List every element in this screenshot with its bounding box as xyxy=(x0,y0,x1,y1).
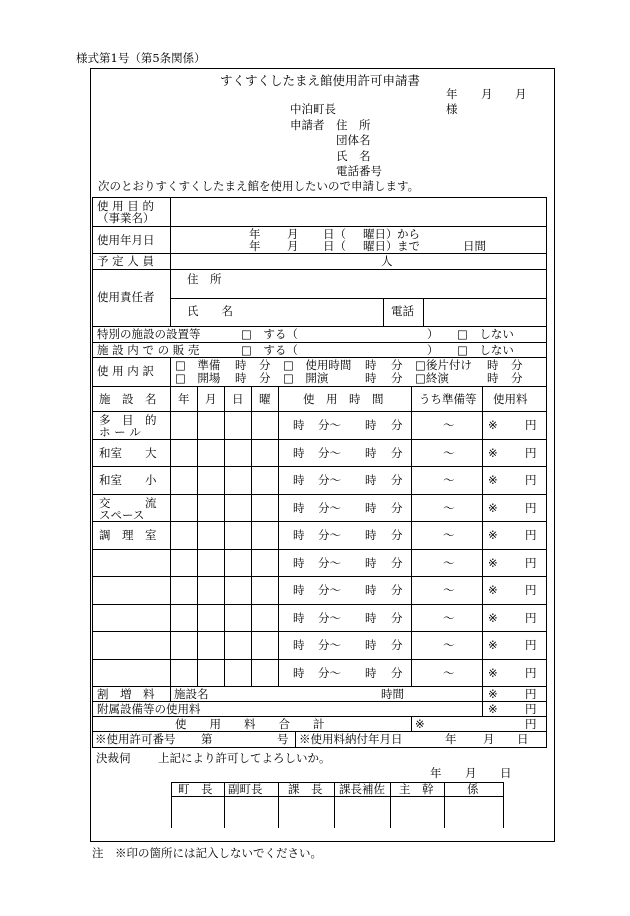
fee-yen: 円 xyxy=(525,583,537,597)
end-hour: 時 xyxy=(365,665,377,680)
footnote: 注 ※印の箇所には記入しないでください。 xyxy=(92,846,322,860)
end-minute: 分 xyxy=(391,418,403,432)
start-checkbox[interactable]: □ 開演 xyxy=(283,371,329,385)
total-row xyxy=(93,717,546,732)
facility-row xyxy=(93,440,546,468)
applicant-group: 団体名 xyxy=(336,133,371,147)
sign-deputy-mayor: 副町長 xyxy=(228,782,263,796)
prep-tilde: ～ xyxy=(443,528,455,542)
start-minute: 分～ xyxy=(318,445,341,460)
equipment-row xyxy=(93,702,546,717)
detail-row xyxy=(93,358,546,387)
permit-go: 号 xyxy=(277,732,289,746)
end-minute: 分 xyxy=(391,500,403,515)
surcharge-row xyxy=(93,687,546,702)
special-label: 特別の施設の設置等 xyxy=(97,327,201,341)
facility-name: 多 目 的 xyxy=(99,413,157,427)
surcharge-yen: 円 xyxy=(525,687,537,701)
prep-tilde: ～ xyxy=(443,500,455,515)
start-hour: 時 xyxy=(293,418,305,432)
cleanup-minute: 分 xyxy=(511,358,523,372)
fee-mark: ※ xyxy=(488,528,498,542)
honorific: 様 xyxy=(446,102,458,116)
sales-label: 施 設 内 で の 販 売 xyxy=(97,343,200,357)
facility-name-line2: ホ ー ル xyxy=(99,425,141,439)
date-row xyxy=(93,227,546,254)
prep-checkbox[interactable]: □ 準備 xyxy=(175,358,221,372)
purpose-label: 使 用 目 的 xyxy=(97,199,154,213)
decision-month: 月 xyxy=(465,766,477,780)
from-label: から xyxy=(397,227,420,241)
form-id: 様式第1号（第5条関係） xyxy=(76,51,206,65)
end-hour: 時 xyxy=(487,371,499,385)
permit-row xyxy=(93,732,546,747)
date-year: 年 xyxy=(446,87,458,101)
sign-section-chief: 課 長 xyxy=(288,782,323,796)
fee-mark: ※ xyxy=(488,610,498,625)
start-minute: 分～ xyxy=(318,555,341,570)
fee-mark: ※ xyxy=(488,445,498,460)
addressee: 中泊町長 xyxy=(290,102,336,116)
prep-tilde: ～ xyxy=(443,418,455,432)
people-row xyxy=(93,254,546,270)
end-hour: 時 xyxy=(365,583,377,597)
total-label: 使 用 料 合 計 xyxy=(175,717,325,731)
end-minute: 分 xyxy=(391,555,403,570)
end-minute: 分 xyxy=(391,610,403,625)
prep-tilde: ～ xyxy=(443,555,455,570)
sign-staff: 係 xyxy=(467,782,479,796)
fee-yen: 円 xyxy=(525,610,537,625)
header-weekday: 曜 xyxy=(259,392,271,406)
signature-table xyxy=(171,782,504,828)
equipment-mark: ※ xyxy=(488,702,498,716)
date-month: 月 xyxy=(481,87,493,101)
facility-row xyxy=(93,522,546,550)
fee-yen: 円 xyxy=(525,418,537,432)
header-time: 使 用 時 間 xyxy=(303,392,384,406)
start-minute: 分～ xyxy=(318,665,341,680)
start-minute: 分～ xyxy=(318,638,341,652)
decision-day: 日 xyxy=(500,766,512,780)
fee-mark: ※ xyxy=(488,638,498,652)
from-year: 年 xyxy=(249,227,261,241)
paid-date-label: ※使用料納付年月日 xyxy=(299,732,403,746)
facility-row xyxy=(93,412,546,440)
end-minute: 分 xyxy=(391,528,403,542)
start-minute: 分～ xyxy=(318,500,341,515)
facility-row xyxy=(93,605,546,633)
end-hour: 時 xyxy=(365,473,377,487)
end-hour: 時 xyxy=(365,610,377,625)
sales-no-checkbox[interactable]: □ しない xyxy=(457,343,514,357)
end-hour: 時 xyxy=(365,528,377,542)
start-hour: 時 xyxy=(293,500,305,515)
detail-label: 使 用 内 訳 xyxy=(97,364,154,378)
header-facility: 施 設 名 xyxy=(99,392,157,406)
fee-mark: ※ xyxy=(488,665,498,680)
days-label: 日間 xyxy=(463,239,486,253)
applicant-address: 住 所 xyxy=(336,118,371,132)
sign-supervisor: 主 幹 xyxy=(399,782,434,796)
facility-name: 和室 小 xyxy=(99,473,157,487)
to-month: 月 xyxy=(287,239,299,253)
manager-address: 住 所 xyxy=(187,272,222,286)
manager-label: 使用責任者 xyxy=(97,290,155,304)
decision-label: 決裁伺 xyxy=(96,751,131,765)
equipment-label: 附属設備等の使用料 xyxy=(97,702,201,716)
facility-row xyxy=(93,632,546,660)
intro-text: 次のとおりすくすくしたまえ館を使用したいので申請します。 xyxy=(98,179,420,193)
cleanup-checkbox[interactable]: □後片付け xyxy=(415,358,472,372)
prep-tilde: ～ xyxy=(443,445,455,460)
manager-phone: 電話 xyxy=(391,304,414,318)
application-table xyxy=(92,197,547,748)
end-hour: 時 xyxy=(365,500,377,515)
sales-paren: ） xyxy=(427,343,439,357)
facility-row xyxy=(93,495,546,523)
facility-name: 和室 大 xyxy=(99,445,157,460)
fee-yen: 円 xyxy=(525,473,537,487)
facility-row xyxy=(93,577,546,605)
start-minute: 分～ xyxy=(318,418,341,432)
total-mark: ※ xyxy=(415,717,425,731)
permit-number-label: ※使用許可番号 xyxy=(95,732,176,746)
prep-tilde: ～ xyxy=(443,638,455,652)
end-minute: 分 xyxy=(391,583,403,597)
fee-mark: ※ xyxy=(488,418,498,432)
facility-row xyxy=(93,467,546,495)
applicant-phone: 電話番号 xyxy=(336,164,382,178)
prep-tilde: ～ xyxy=(443,473,455,487)
surcharge-label: 割 増 料 xyxy=(97,687,155,701)
start-minute: 分～ xyxy=(318,610,341,625)
fee-yen: 円 xyxy=(525,555,537,570)
start-minute: 分～ xyxy=(318,583,341,597)
applicant-label: 申請者 xyxy=(290,118,325,132)
start-hour: 時 xyxy=(293,445,305,460)
paid-day: 日 xyxy=(517,732,529,746)
people-label: 予 定 人 員 xyxy=(97,254,154,268)
facility-row xyxy=(93,550,546,578)
paid-year: 年 xyxy=(445,732,457,746)
start-hour: 時 xyxy=(293,583,305,597)
usage-hour: 時 xyxy=(365,358,377,372)
header-month: 月 xyxy=(205,392,217,406)
facility-header-row xyxy=(93,387,546,412)
start-hour: 時 xyxy=(293,665,305,680)
facility-rows xyxy=(93,412,546,687)
fee-yen: 円 xyxy=(525,665,537,680)
form-title: すくすくしたまえ館使用許可申請書 xyxy=(220,73,421,88)
permit-dai: 第 xyxy=(201,732,213,746)
equipment-yen: 円 xyxy=(525,702,537,716)
start-hour: 時 xyxy=(293,638,305,652)
sign-mayor: 町 長 xyxy=(178,782,213,796)
to-day: 日（ xyxy=(323,239,346,253)
fee-yen: 円 xyxy=(525,638,537,652)
header-day: 日 xyxy=(232,392,244,406)
surcharge-mark: ※ xyxy=(488,687,498,701)
start-minute: 分 xyxy=(391,371,403,385)
from-day: 日（ xyxy=(323,227,346,241)
from-month: 月 xyxy=(287,227,299,241)
end-hour: 時 xyxy=(365,638,377,652)
start-hour: 時 xyxy=(293,610,305,625)
end-checkbox[interactable]: □終演 xyxy=(415,371,449,385)
start-minute: 分～ xyxy=(318,473,341,487)
date-day: 月 xyxy=(515,87,527,101)
applicant-name: 氏 名 xyxy=(336,149,371,163)
fee-mark: ※ xyxy=(488,583,498,597)
facility-name: 調 理 室 xyxy=(99,528,157,542)
prep-hour: 時 xyxy=(235,358,247,372)
prep-tilde: ～ xyxy=(443,665,455,680)
decision-text: 上記により許可してよろしいか。 xyxy=(158,751,331,765)
surcharge-hours: 時間 xyxy=(381,687,404,701)
decision-year: 年 xyxy=(430,766,442,780)
prep-minute: 分 xyxy=(259,358,271,372)
purpose-sublabel: （事業名） xyxy=(97,211,155,225)
open-hour: 時 xyxy=(235,371,247,385)
start-hour: 時 xyxy=(293,555,305,570)
purpose-row xyxy=(93,198,546,227)
usage-minute: 分 xyxy=(391,358,403,372)
facility-row xyxy=(93,660,546,688)
end-minute: 分 xyxy=(391,638,403,652)
start-hour: 時 xyxy=(365,371,377,385)
open-minute: 分 xyxy=(259,371,271,385)
total-yen: 円 xyxy=(525,717,537,731)
to-weekday: 曜日） xyxy=(363,239,398,253)
sign-assistant-chief: 課長補佐 xyxy=(339,782,385,796)
start-hour: 時 xyxy=(293,528,305,542)
open-checkbox[interactable]: □ 開場 xyxy=(175,371,221,385)
surcharge-facility: 施設名 xyxy=(174,687,209,701)
start-minute: 分～ xyxy=(318,528,341,542)
to-year: 年 xyxy=(249,239,261,253)
special-no-checkbox[interactable]: □ しない xyxy=(457,327,514,341)
facility-name: 交 流 xyxy=(99,495,157,510)
prep-tilde: ～ xyxy=(443,583,455,597)
end-hour: 時 xyxy=(365,445,377,460)
people-unit: 人 xyxy=(381,254,393,268)
fee-mark: ※ xyxy=(488,473,498,487)
end-minute: 分 xyxy=(391,445,403,460)
end-hour: 時 xyxy=(365,555,377,570)
special-paren: ） xyxy=(427,327,439,341)
sales-yes-checkbox[interactable]: □ する（ xyxy=(241,343,298,357)
prep-tilde: ～ xyxy=(443,610,455,625)
manager-name: 氏 名 xyxy=(187,304,233,318)
header-year: 年 xyxy=(178,392,190,406)
facility-name-line2: スペース xyxy=(99,507,145,522)
paid-month: 月 xyxy=(483,732,495,746)
date-label: 使用年月日 xyxy=(97,233,155,247)
fee-yen: 円 xyxy=(525,500,537,515)
cleanup-hour: 時 xyxy=(487,358,499,372)
end-hour: 時 xyxy=(365,418,377,432)
to-label: まで xyxy=(397,239,420,253)
special-row xyxy=(93,327,546,343)
fee-yen: 円 xyxy=(525,445,537,460)
header-prep: うち準備等 xyxy=(419,392,477,406)
from-weekday: 曜日） xyxy=(363,227,398,241)
end-minute: 分 xyxy=(511,371,523,385)
end-minute: 分 xyxy=(391,665,403,680)
header-fee: 使用料 xyxy=(493,392,528,406)
sales-row xyxy=(93,343,546,358)
start-hour: 時 xyxy=(293,473,305,487)
fee-yen: 円 xyxy=(525,528,537,542)
usage-time-checkbox[interactable]: □ 使用時間 xyxy=(283,358,352,372)
manager-row xyxy=(93,270,546,327)
end-minute: 分 xyxy=(391,473,403,487)
special-yes-checkbox[interactable]: □ する（ xyxy=(241,327,298,341)
fee-mark: ※ xyxy=(488,555,498,570)
fee-mark: ※ xyxy=(488,500,498,515)
